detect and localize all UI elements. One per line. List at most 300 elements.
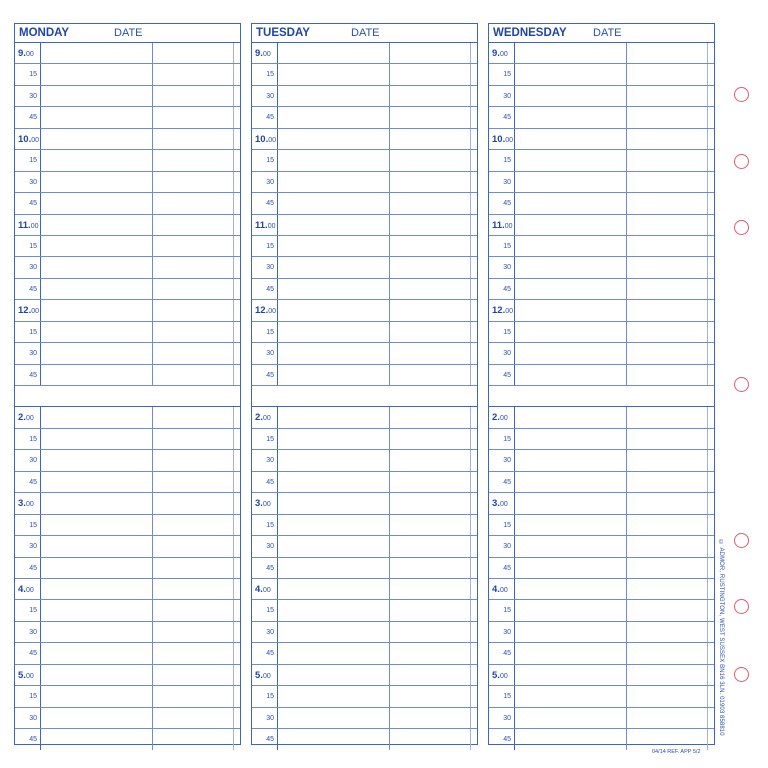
time-slot-row[interactable] — [15, 622, 240, 643]
note-cell[interactable] — [390, 107, 471, 127]
time-slot-row[interactable] — [15, 579, 240, 600]
appointment-cell[interactable] — [515, 150, 627, 170]
note-cell[interactable] — [627, 257, 708, 277]
note-cell[interactable] — [627, 236, 708, 256]
note-cell[interactable] — [627, 600, 708, 620]
note-cell[interactable] — [153, 365, 234, 385]
note-cell[interactable] — [153, 322, 234, 342]
time-slot-row[interactable] — [15, 43, 240, 64]
appointment-cell[interactable] — [515, 236, 627, 256]
time-slot-row[interactable] — [252, 322, 477, 343]
note-cell[interactable] — [153, 64, 234, 84]
time-slot-row[interactable] — [15, 472, 240, 493]
appointment-cell[interactable] — [515, 686, 627, 706]
appointment-cell[interactable] — [41, 558, 153, 578]
time-slot-row[interactable] — [15, 343, 240, 364]
note-cell[interactable] — [627, 172, 708, 192]
time-slot-row[interactable] — [489, 686, 714, 707]
time-slot-row[interactable] — [489, 600, 714, 621]
time-slot-row[interactable] — [252, 365, 477, 386]
note-cell[interactable] — [390, 493, 471, 513]
quarter-label: 45 — [252, 472, 278, 492]
appointment-cell[interactable] — [278, 300, 390, 320]
time-slot-row[interactable] — [15, 450, 240, 471]
note-cell[interactable] — [390, 279, 471, 299]
note-cell[interactable] — [153, 107, 234, 127]
appointment-cell[interactable] — [278, 257, 390, 277]
note-cell[interactable] — [390, 215, 471, 235]
time-slot-row[interactable] — [15, 729, 240, 750]
note-cell[interactable] — [390, 257, 471, 277]
time-slot-row[interactable] — [489, 708, 714, 729]
appointment-cell[interactable] — [278, 386, 390, 406]
note-cell[interactable] — [627, 622, 708, 642]
note-cell[interactable] — [153, 257, 234, 277]
appointment-cell[interactable] — [515, 365, 627, 385]
appointment-cell[interactable] — [515, 472, 627, 492]
note-cell[interactable] — [153, 686, 234, 706]
time-slot-row[interactable] — [489, 665, 714, 686]
time-slot-row[interactable] — [489, 515, 714, 536]
time-slot-row[interactable] — [15, 407, 240, 428]
note-cell[interactable] — [627, 150, 708, 170]
time-slot-row[interactable] — [252, 343, 477, 364]
note-cell[interactable] — [390, 300, 471, 320]
appointment-cell[interactable] — [41, 493, 153, 513]
note-cell[interactable] — [153, 300, 234, 320]
appointment-cell[interactable] — [41, 622, 153, 642]
appointment-cell[interactable] — [278, 64, 390, 84]
note-cell[interactable] — [153, 472, 234, 492]
note-cell[interactable] — [390, 236, 471, 256]
time-slot-row[interactable] — [489, 236, 714, 257]
time-slot-row[interactable] — [252, 429, 477, 450]
appointment-cell[interactable] — [515, 600, 627, 620]
note-cell[interactable] — [390, 558, 471, 578]
note-cell[interactable] — [627, 322, 708, 342]
note-cell[interactable] — [390, 407, 471, 427]
time-slot-row[interactable] — [489, 493, 714, 514]
appointment-cell[interactable] — [278, 215, 390, 235]
appointment-cell[interactable] — [278, 472, 390, 492]
appointment-cell[interactable] — [515, 450, 627, 470]
appointment-cell[interactable] — [278, 86, 390, 106]
appointment-cell[interactable] — [278, 729, 390, 750]
time-slot-row[interactable] — [15, 493, 240, 514]
appointment-cell[interactable] — [515, 193, 627, 213]
appointment-cell[interactable] — [515, 322, 627, 342]
note-cell[interactable] — [153, 236, 234, 256]
time-slot-row[interactable] — [15, 515, 240, 536]
note-cell[interactable] — [627, 515, 708, 535]
time-slot-row[interactable] — [252, 536, 477, 557]
note-cell[interactable] — [153, 43, 234, 63]
note-cell[interactable] — [390, 472, 471, 492]
note-cell[interactable] — [627, 343, 708, 363]
quarter-label: 30 — [489, 708, 515, 728]
note-cell[interactable] — [390, 622, 471, 642]
time-slot-row[interactable] — [15, 215, 240, 236]
note-cell[interactable] — [153, 386, 234, 406]
note-cell[interactable] — [390, 600, 471, 620]
time-slot-row[interactable] — [489, 107, 714, 128]
appointment-cell[interactable] — [515, 407, 627, 427]
appointment-cell[interactable] — [41, 215, 153, 235]
time-slot-row[interactable] — [15, 665, 240, 686]
time-slot-row[interactable] — [489, 386, 714, 407]
appointment-cell[interactable] — [41, 450, 153, 470]
note-cell[interactable] — [390, 729, 471, 750]
appointment-cell[interactable] — [515, 643, 627, 663]
appointment-cell[interactable] — [515, 86, 627, 106]
appointment-cell[interactable] — [515, 343, 627, 363]
appointment-cell[interactable] — [278, 493, 390, 513]
note-cell[interactable] — [153, 450, 234, 470]
time-slot-row[interactable] — [15, 686, 240, 707]
note-cell[interactable] — [627, 86, 708, 106]
appointment-cell[interactable] — [41, 86, 153, 106]
note-cell[interactable] — [390, 686, 471, 706]
appointment-cell[interactable] — [41, 343, 153, 363]
note-cell[interactable] — [627, 472, 708, 492]
note-cell[interactable] — [153, 558, 234, 578]
note-cell[interactable] — [153, 172, 234, 192]
time-slot-row[interactable] — [252, 172, 477, 193]
note-cell[interactable] — [627, 129, 708, 149]
note-cell[interactable] — [153, 343, 234, 363]
note-cell[interactable] — [627, 386, 708, 406]
appointment-cell[interactable] — [41, 150, 153, 170]
note-cell[interactable] — [153, 150, 234, 170]
note-cell[interactable] — [627, 365, 708, 385]
appointment-cell[interactable] — [41, 579, 153, 599]
note-cell[interactable] — [390, 150, 471, 170]
appointment-cell[interactable] — [41, 322, 153, 342]
time-slot-row[interactable] — [489, 150, 714, 171]
time-slot-row[interactable] — [15, 279, 240, 300]
note-cell[interactable] — [390, 64, 471, 84]
appointment-cell[interactable] — [41, 236, 153, 256]
time-slot-row[interactable] — [489, 429, 714, 450]
appointment-cell[interactable] — [278, 622, 390, 642]
time-slot-row[interactable] — [489, 407, 714, 428]
appointment-cell[interactable] — [515, 129, 627, 149]
time-slot-row[interactable] — [489, 86, 714, 107]
time-slot-row[interactable] — [252, 257, 477, 278]
time-slot-row[interactable] — [489, 172, 714, 193]
appointment-cell[interactable] — [41, 600, 153, 620]
time-slot-row[interactable] — [489, 579, 714, 600]
time-slot-row[interactable] — [489, 257, 714, 278]
time-slot-row[interactable] — [15, 64, 240, 85]
note-cell[interactable] — [627, 536, 708, 556]
time-slot-row[interactable] — [15, 236, 240, 257]
time-slot-row[interactable] — [15, 558, 240, 579]
note-cell[interactable] — [390, 86, 471, 106]
note-cell[interactable] — [153, 193, 234, 213]
time-slot-row[interactable] — [489, 365, 714, 386]
appointment-cell[interactable] — [41, 665, 153, 685]
appointment-cell[interactable] — [515, 429, 627, 449]
time-slot-row[interactable] — [252, 622, 477, 643]
time-slot-row[interactable] — [489, 643, 714, 664]
appointment-cell[interactable] — [515, 43, 627, 63]
appointment-cell[interactable] — [515, 579, 627, 599]
time-slot-row[interactable] — [15, 150, 240, 171]
appointment-cell[interactable] — [515, 622, 627, 642]
note-cell[interactable] — [153, 493, 234, 513]
time-slot-row[interactable] — [252, 107, 477, 128]
time-slot-row[interactable] — [15, 708, 240, 729]
appointment-cell[interactable] — [41, 365, 153, 385]
note-cell[interactable] — [153, 600, 234, 620]
note-cell[interactable] — [390, 450, 471, 470]
note-cell[interactable] — [390, 665, 471, 685]
time-slot-row[interactable] — [489, 622, 714, 643]
appointment-cell[interactable] — [41, 429, 153, 449]
appointment-cell[interactable] — [515, 665, 627, 685]
note-cell[interactable] — [390, 129, 471, 149]
note-cell[interactable] — [390, 322, 471, 342]
note-cell[interactable] — [627, 107, 708, 127]
note-cell[interactable] — [627, 193, 708, 213]
appointment-cell[interactable] — [41, 515, 153, 535]
time-slot-row[interactable] — [489, 536, 714, 557]
note-cell[interactable] — [627, 407, 708, 427]
appointment-cell[interactable] — [41, 129, 153, 149]
note-cell[interactable] — [627, 429, 708, 449]
appointment-cell[interactable] — [278, 172, 390, 192]
appointment-cell[interactable] — [41, 536, 153, 556]
appointment-cell[interactable] — [515, 708, 627, 728]
appointment-cell[interactable] — [515, 536, 627, 556]
time-slot-row[interactable] — [489, 450, 714, 471]
note-cell[interactable] — [153, 622, 234, 642]
appointment-cell[interactable] — [278, 193, 390, 213]
note-cell[interactable] — [153, 665, 234, 685]
note-cell[interactable] — [627, 579, 708, 599]
time-slot-row[interactable] — [15, 300, 240, 321]
note-cell[interactable] — [153, 536, 234, 556]
appointment-cell[interactable] — [515, 215, 627, 235]
time-slot-row[interactable] — [252, 558, 477, 579]
note-cell[interactable] — [627, 665, 708, 685]
time-slot-row[interactable] — [252, 64, 477, 85]
appointment-cell[interactable] — [41, 729, 153, 750]
appointment-cell[interactable] — [515, 729, 627, 750]
appointment-cell[interactable] — [278, 643, 390, 663]
appointment-cell[interactable] — [515, 515, 627, 535]
note-cell[interactable] — [390, 429, 471, 449]
appointment-cell[interactable] — [278, 129, 390, 149]
appointment-cell[interactable] — [41, 386, 153, 406]
note-cell[interactable] — [627, 729, 708, 750]
appointment-cell[interactable] — [278, 429, 390, 449]
appointment-cell[interactable] — [515, 558, 627, 578]
time-slot-row[interactable] — [252, 129, 477, 150]
appointment-cell[interactable] — [41, 472, 153, 492]
time-slot-row[interactable] — [252, 386, 477, 407]
time-slot-row[interactable] — [252, 43, 477, 64]
appointment-cell[interactable] — [41, 643, 153, 663]
time-slot-row[interactable] — [489, 300, 714, 321]
time-slot-row[interactable] — [489, 43, 714, 64]
note-cell[interactable] — [153, 215, 234, 235]
note-cell[interactable] — [627, 43, 708, 63]
appointment-cell[interactable] — [278, 558, 390, 578]
note-cell[interactable] — [627, 450, 708, 470]
note-cell[interactable] — [627, 493, 708, 513]
time-slot-row[interactable] — [15, 107, 240, 128]
appointment-cell[interactable] — [41, 193, 153, 213]
note-cell[interactable] — [390, 193, 471, 213]
note-cell[interactable] — [390, 343, 471, 363]
appointment-cell[interactable] — [515, 386, 627, 406]
appointment-cell[interactable] — [41, 279, 153, 299]
time-slot-row[interactable] — [489, 279, 714, 300]
time-slot-row[interactable] — [252, 407, 477, 428]
note-cell[interactable] — [627, 686, 708, 706]
appointment-cell[interactable] — [41, 300, 153, 320]
note-cell[interactable] — [390, 43, 471, 63]
note-cell[interactable] — [627, 643, 708, 663]
appointment-cell[interactable] — [278, 322, 390, 342]
time-slot-row[interactable] — [252, 150, 477, 171]
appointment-cell[interactable] — [41, 686, 153, 706]
note-cell[interactable] — [153, 129, 234, 149]
appointment-cell[interactable] — [278, 279, 390, 299]
appointment-cell[interactable] — [278, 407, 390, 427]
appointment-cell[interactable] — [278, 150, 390, 170]
time-slot-row[interactable] — [15, 365, 240, 386]
appointment-cell[interactable] — [278, 343, 390, 363]
appointment-cell[interactable] — [515, 64, 627, 84]
appointment-cell[interactable] — [278, 600, 390, 620]
note-cell[interactable] — [153, 515, 234, 535]
appointment-cell[interactable] — [278, 107, 390, 127]
time-slot-row[interactable] — [252, 193, 477, 214]
time-slot-row[interactable] — [252, 215, 477, 236]
note-cell[interactable] — [390, 643, 471, 663]
time-slot-row[interactable] — [15, 257, 240, 278]
time-slot-row[interactable] — [252, 579, 477, 600]
time-slot-row[interactable] — [252, 686, 477, 707]
appointment-cell[interactable] — [278, 450, 390, 470]
note-cell[interactable] — [627, 558, 708, 578]
note-cell[interactable] — [153, 708, 234, 728]
appointment-cell[interactable] — [41, 257, 153, 277]
appointment-cell[interactable] — [278, 686, 390, 706]
appointment-cell[interactable] — [515, 257, 627, 277]
time-slot-row[interactable] — [252, 665, 477, 686]
note-cell[interactable] — [390, 536, 471, 556]
note-cell[interactable] — [153, 86, 234, 106]
note-cell[interactable] — [153, 643, 234, 663]
time-slot-row[interactable] — [15, 172, 240, 193]
time-slot-row[interactable] — [252, 236, 477, 257]
note-cell[interactable] — [153, 407, 234, 427]
appointment-cell[interactable] — [515, 300, 627, 320]
appointment-cell[interactable] — [41, 708, 153, 728]
time-slot-row[interactable] — [252, 729, 477, 750]
time-slot-row[interactable] — [489, 729, 714, 750]
time-slot-row[interactable] — [15, 86, 240, 107]
time-slot-row[interactable] — [15, 429, 240, 450]
appointment-cell[interactable] — [278, 236, 390, 256]
note-cell[interactable] — [390, 515, 471, 535]
time-slot-row[interactable] — [252, 450, 477, 471]
time-slot-row[interactable] — [15, 322, 240, 343]
time-slot-row[interactable] — [489, 322, 714, 343]
note-cell[interactable] — [153, 429, 234, 449]
time-slot-row[interactable] — [252, 708, 477, 729]
appointment-cell[interactable] — [41, 64, 153, 84]
time-slot-row[interactable] — [15, 536, 240, 557]
note-cell[interactable] — [153, 729, 234, 750]
appointment-cell[interactable] — [278, 365, 390, 385]
appointment-cell[interactable] — [515, 493, 627, 513]
appointment-cell[interactable] — [278, 515, 390, 535]
note-cell[interactable] — [153, 279, 234, 299]
time-slot-row[interactable] — [252, 600, 477, 621]
time-slot-row[interactable] — [15, 600, 240, 621]
appointment-cell[interactable] — [515, 279, 627, 299]
appointment-cell[interactable] — [278, 579, 390, 599]
time-slot-row[interactable] — [489, 129, 714, 150]
appointment-cell[interactable] — [278, 43, 390, 63]
time-slot-row[interactable] — [252, 279, 477, 300]
time-slot-row[interactable] — [489, 472, 714, 493]
quarter-label: 15 — [252, 64, 278, 84]
note-cell[interactable] — [390, 386, 471, 406]
note-cell[interactable] — [627, 708, 708, 728]
note-cell[interactable] — [390, 708, 471, 728]
note-cell[interactable] — [627, 64, 708, 84]
appointment-cell[interactable] — [515, 172, 627, 192]
note-cell[interactable] — [390, 579, 471, 599]
appointment-cell[interactable] — [41, 407, 153, 427]
time-slot-row[interactable] — [252, 515, 477, 536]
time-slot-row[interactable] — [489, 64, 714, 85]
note-cell[interactable] — [153, 579, 234, 599]
time-slot-row[interactable] — [489, 343, 714, 364]
appointment-cell[interactable] — [41, 172, 153, 192]
time-slot-row[interactable] — [15, 643, 240, 664]
appointment-cell[interactable] — [278, 536, 390, 556]
time-slot-row[interactable] — [15, 386, 240, 407]
note-cell[interactable] — [627, 279, 708, 299]
time-slot-row[interactable] — [15, 193, 240, 214]
time-slot-row[interactable] — [489, 215, 714, 236]
note-cell[interactable] — [390, 365, 471, 385]
time-slot-row[interactable] — [252, 493, 477, 514]
time-slot-row[interactable] — [252, 472, 477, 493]
appointment-cell[interactable] — [278, 708, 390, 728]
note-cell[interactable] — [627, 215, 708, 235]
time-slot-row[interactable] — [489, 193, 714, 214]
time-slot-row[interactable] — [15, 129, 240, 150]
time-slot-row[interactable] — [252, 86, 477, 107]
time-slot-row[interactable] — [252, 300, 477, 321]
time-slot-row[interactable] — [489, 558, 714, 579]
appointment-cell[interactable] — [515, 107, 627, 127]
time-slot-row[interactable] — [252, 643, 477, 664]
appointment-cell[interactable] — [41, 107, 153, 127]
note-cell[interactable] — [390, 172, 471, 192]
note-cell[interactable] — [627, 300, 708, 320]
appointment-cell[interactable] — [41, 43, 153, 63]
appointment-cell[interactable] — [278, 665, 390, 685]
